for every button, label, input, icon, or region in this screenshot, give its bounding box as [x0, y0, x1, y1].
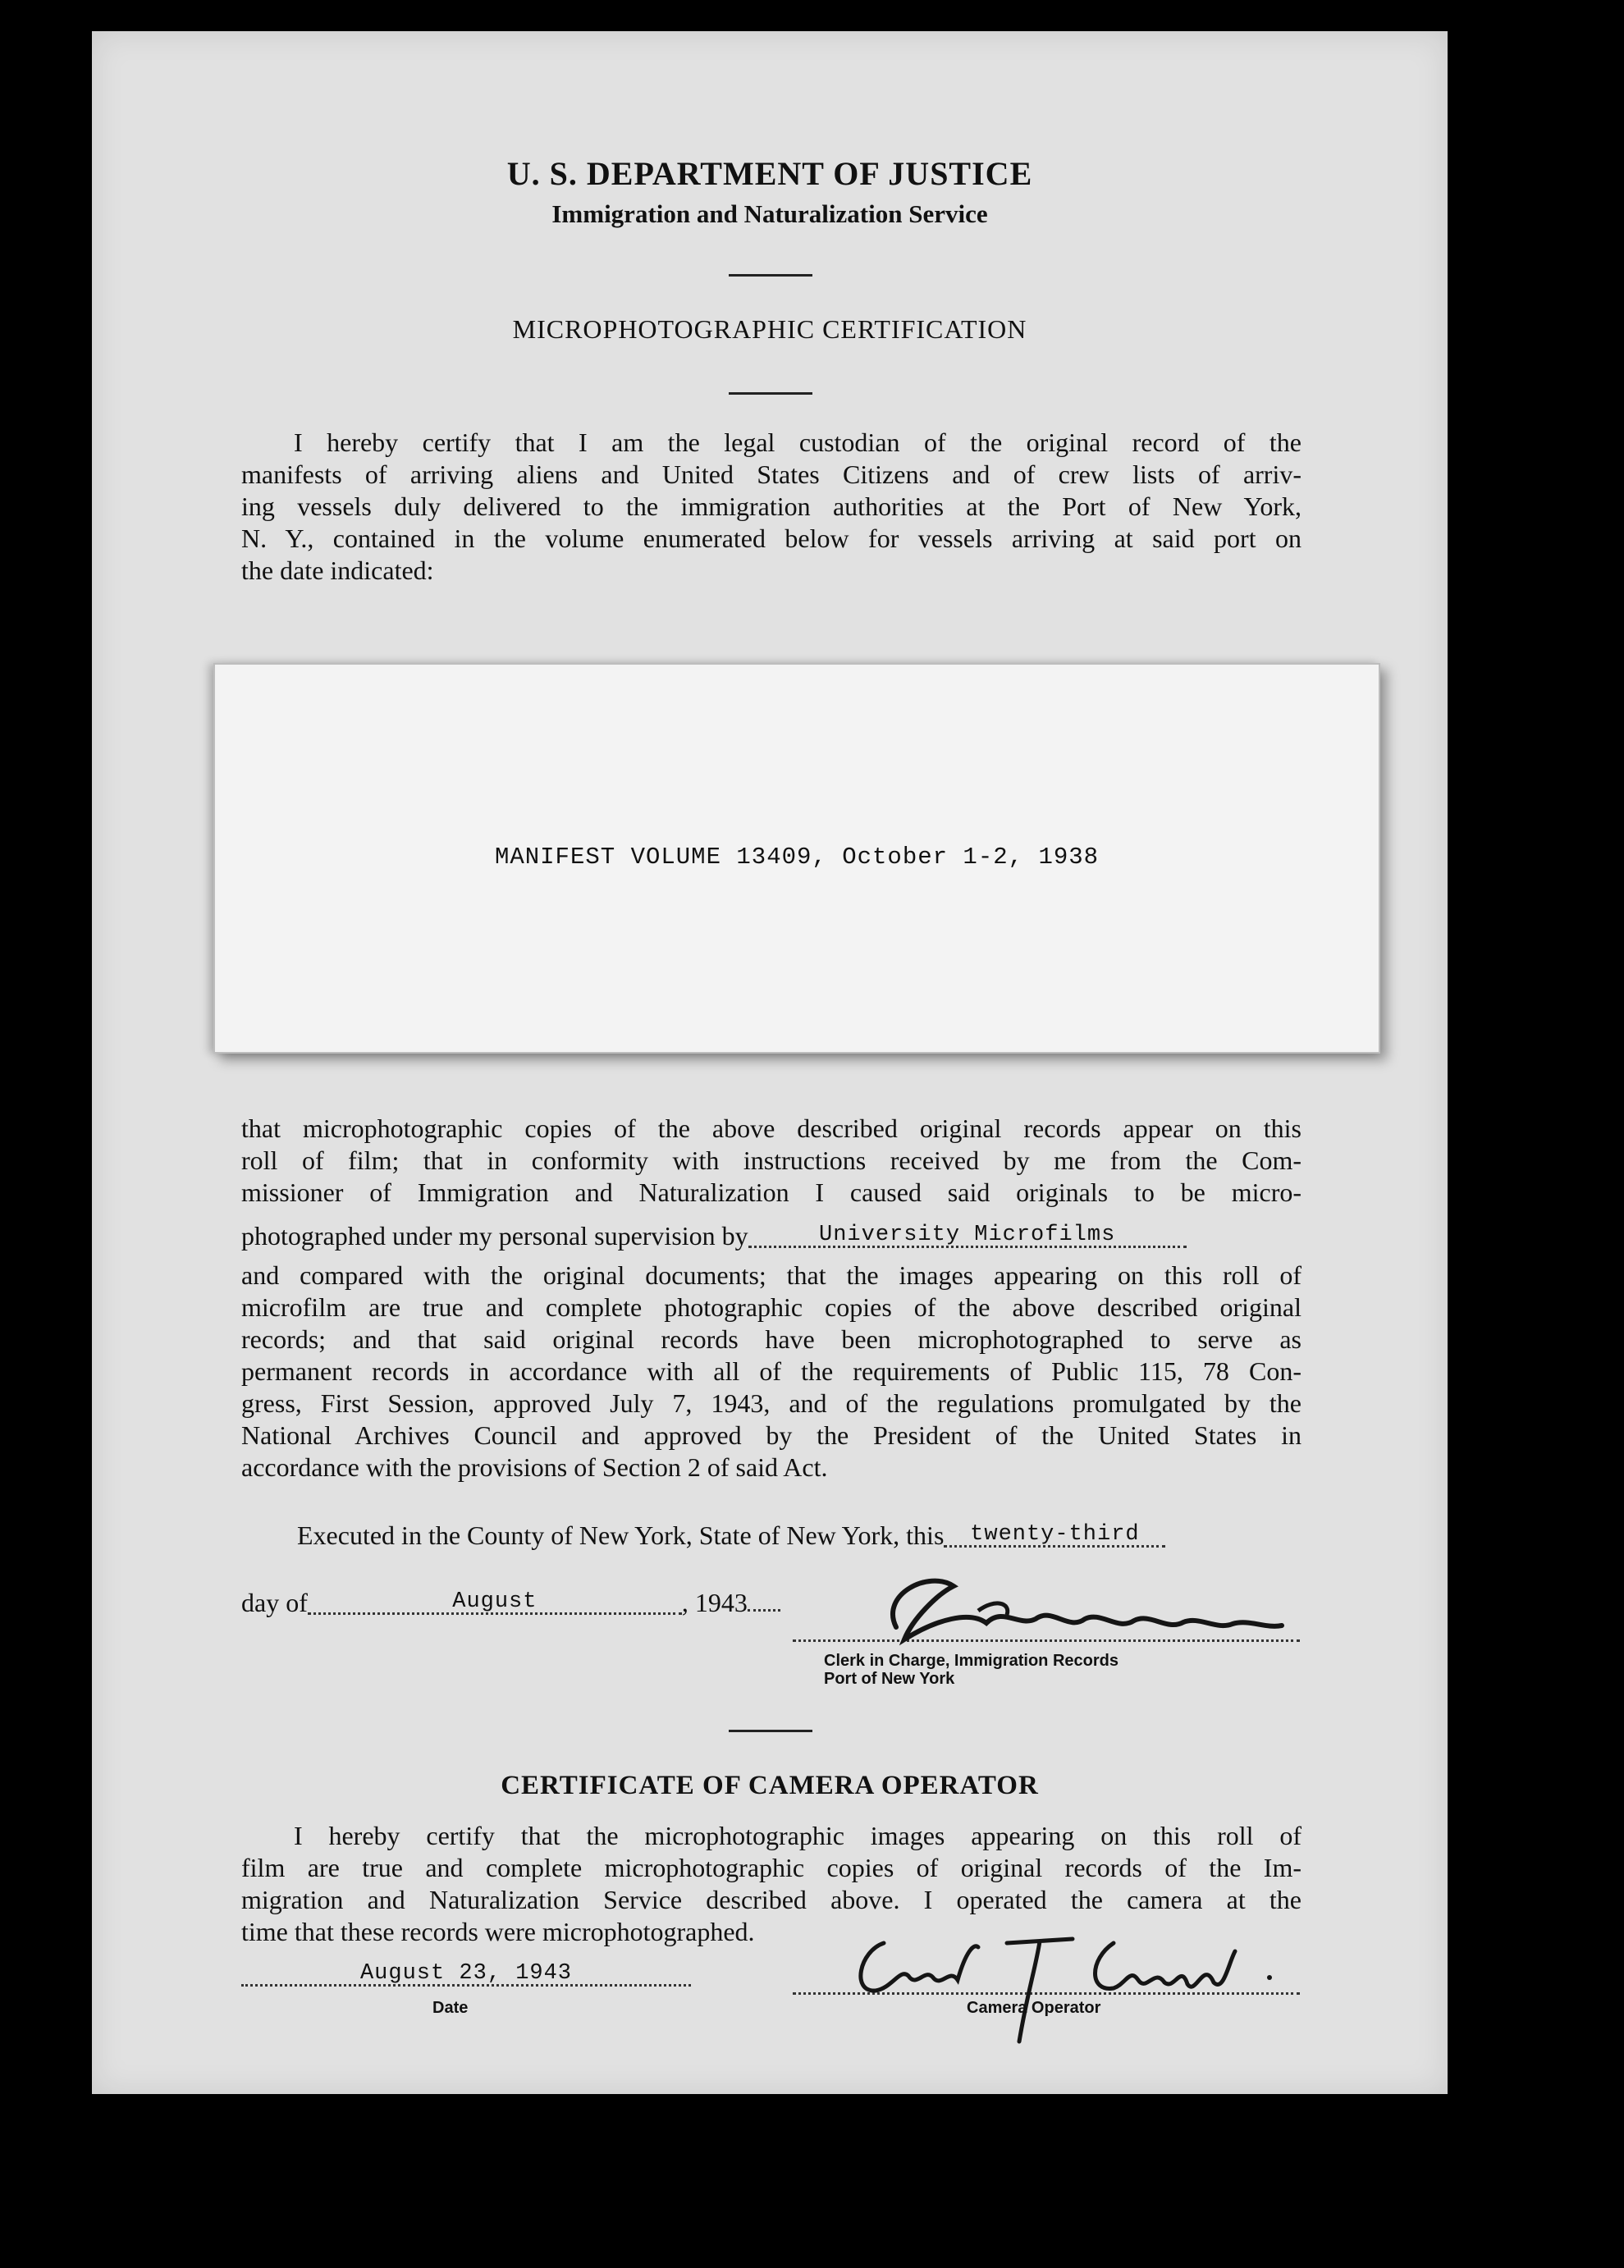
paragraph-line: microfilm are true and complete photographic copies of the above described original: [241, 1292, 1301, 1322]
body-paragraph-a: [241, 1113, 1301, 1209]
supervision-prefix: photographed under my personal supervision by: [241, 1221, 748, 1251]
paragraph-line: roll of film; that in conformity with instructions received by me from the Com-: [241, 1145, 1301, 1175]
supervision-line: [241, 1221, 1187, 1251]
department-heading: U. S. DEPARTMENT OF JUSTICE: [506, 155, 1033, 192]
body-paragraph-b: [241, 1260, 1301, 1484]
supervisor-name: University Microfilms: [819, 1223, 1116, 1247]
clerk-signature: [863, 1562, 1290, 1652]
volume-card: [213, 663, 1380, 1054]
intro-paragraph: [241, 427, 1301, 587]
paragraph-line: film are true and complete microphotographic copies of original records of the Im-: [241, 1853, 1301, 1882]
paragraph-line: that microphotographic copies of the above described original records appear on this: [241, 1113, 1301, 1143]
operator-signature-label: Camera Operator: [967, 1999, 1101, 2017]
clerk-title: Clerk in Charge, Immigration Records: [824, 1652, 1119, 1670]
certification-title: MICROPHOTOGRAPHIC CERTIFICATION: [512, 314, 1027, 344]
executed-year: , 1943: [681, 1588, 748, 1617]
divider-rule: [729, 274, 812, 277]
clerk-port: Port of New York: [824, 1670, 955, 1688]
divider-rule: [729, 1730, 812, 1732]
paragraph-line: manifests of arriving aliens and United States Citizens and of crew lists of arriv-: [241, 460, 1301, 489]
certificate-sheet: [92, 31, 1448, 2094]
paragraph-line: accordance with the provisions of Section 2 of said Act.: [241, 1452, 828, 1482]
paragraph-line: N. Y., contained in the volume enumerated below for vessels arriving at said port on: [241, 524, 1301, 553]
paragraph-line: missioner of Immigration and Naturalization I caused said originals to be micro-: [241, 1177, 1301, 1207]
operator-certificate-title: CERTIFICATE OF CAMERA OPERATOR: [501, 1771, 1039, 1800]
operator-date-label: Date: [432, 1999, 469, 2017]
paragraph-line: I hereby certify that the microphotographic images appearing on this roll of: [294, 1821, 1301, 1850]
paragraph-line: time that these records were microphotographed.: [241, 1917, 755, 1946]
operator-signature: [843, 1918, 1286, 2050]
operator-date-line: [241, 1959, 691, 1990]
paragraph-line: records; and that said original records have been microphotographed to serve as: [241, 1324, 1301, 1354]
paragraph-line: migration and Naturalization Service described above. I operated the camera at the: [241, 1885, 1301, 1914]
paragraph-line: and compared with the original documents; that the images appearing on this roll of: [241, 1260, 1301, 1290]
volume-text: MANIFEST VOLUME 13409, October 1-2, 1938: [494, 844, 1100, 871]
executed-day: twenty-third: [970, 1522, 1140, 1547]
paragraph-line: the date indicated:: [241, 556, 434, 585]
executed-prefix: Executed in the County of New York, State of New York, this: [297, 1520, 945, 1550]
executed-month: August: [452, 1589, 538, 1614]
paragraph-line: permanent records in accordance with all of the requirements of Public 115, 78 Con-: [241, 1356, 1301, 1386]
paragraph-line: National Archives Council and approved by the President of the United States in: [241, 1420, 1301, 1450]
paragraph-line: I hereby certify that I am the legal custodian of the original record of the: [294, 428, 1301, 457]
day-of-label: day of: [241, 1588, 308, 1617]
service-heading: Immigration and Naturalization Service: [551, 199, 988, 228]
day-of-line: [241, 1584, 780, 1618]
operator-date-value: August 23, 1943: [359, 1961, 573, 1986]
clerk-caption: [824, 1652, 1119, 1688]
divider-rule: [729, 392, 812, 395]
paragraph-line: gress, First Session, approved July 7, 1943, and of the regulations promulgated by the: [241, 1388, 1301, 1418]
paragraph-line: ing vessels duly delivered to the immigration authorities at the Port of New York,: [241, 492, 1301, 521]
executed-line: [297, 1520, 1165, 1551]
